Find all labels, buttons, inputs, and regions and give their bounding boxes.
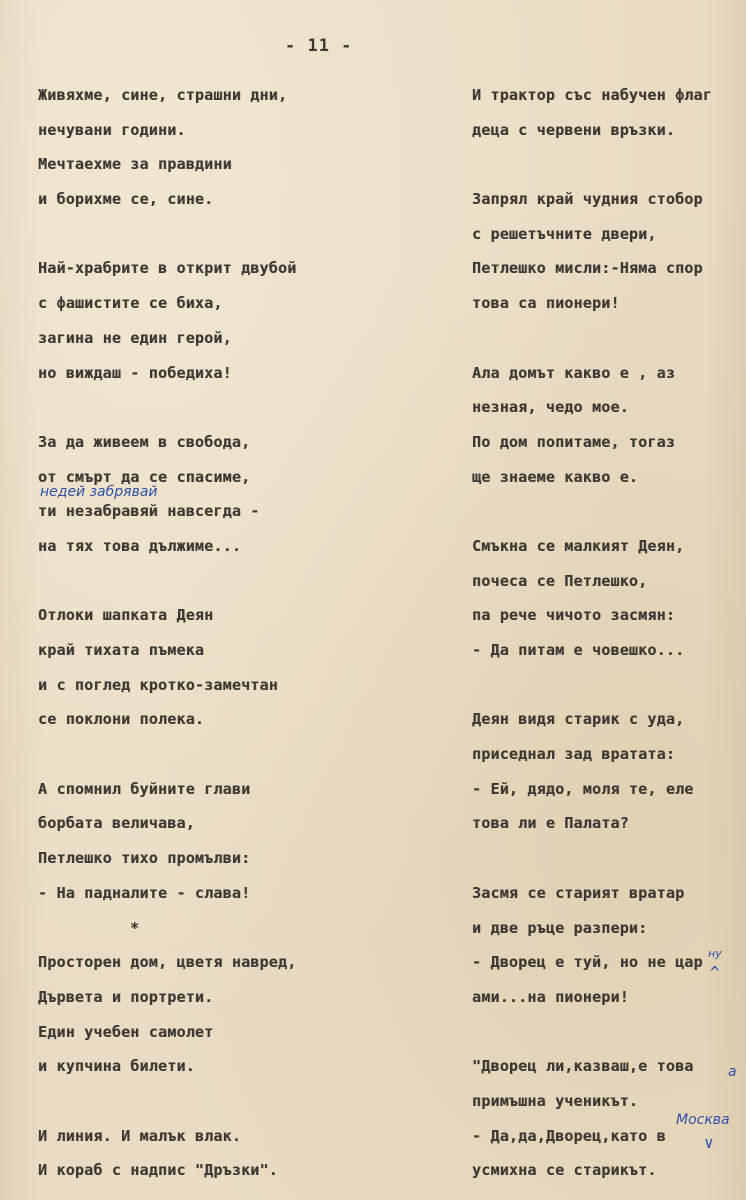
poem-line: Мечтаехме за правдини — [38, 155, 232, 174]
poem-line: Най-храбрите в открит двубой — [38, 259, 297, 278]
poem-line: усмихна се старикът. — [472, 1161, 657, 1180]
poem-line: с фашистите се биха, — [38, 294, 223, 313]
poem-line: А спомнил буйните глави — [38, 779, 251, 798]
poem-line: Запрял край чудния стобор — [472, 190, 703, 209]
poem-line: това ли е Палата? — [472, 814, 629, 833]
poem-line: деца с червени връзки. — [472, 120, 676, 139]
poem-line: - Ей, дядо, моля те, еле — [472, 779, 694, 798]
poem-line: - Дворец е туй, но не цар — [472, 953, 703, 972]
poem-line: на тях това дължиме... — [38, 536, 242, 555]
poem-line: И трактор със набучен флаг — [472, 86, 712, 104]
stanza-gap — [38, 390, 358, 425]
poem-line: и с поглед кротко-замечтан — [38, 675, 278, 694]
right-column — [472, 78, 746, 1188]
poem-line: примъшна ученикът. — [472, 1091, 639, 1110]
stanza-gap — [38, 217, 358, 252]
poem-line: ще знаеме какво е. — [472, 467, 639, 486]
page-number: - 11 - — [285, 36, 353, 56]
poem-line: но виждаш - победиха! — [38, 363, 232, 382]
stanza-gap — [472, 494, 746, 529]
poem-line: край тихата пъмека — [38, 641, 205, 659]
poem-line: Отлоки шапката Деян — [38, 606, 214, 625]
poem-line: "Дворец ли,казваш,е това — [472, 1057, 694, 1076]
stanza-gap — [472, 1015, 746, 1050]
insertion-mark-icon: ^ — [710, 963, 720, 982]
poem-line: това са пионери! — [472, 294, 620, 313]
poem-line: - Да питам е човешко... — [472, 641, 685, 659]
handwritten-correction: недей забрявай — [40, 484, 158, 500]
poem-line: Ала домът какво е , аз — [472, 363, 676, 382]
poem-line: ти незабравяй навсегда - — [38, 502, 260, 521]
handwritten-insert-a: а — [728, 1064, 737, 1080]
poem-line: загина не един герой, — [38, 328, 232, 347]
poem-line: нечувани години. — [38, 120, 186, 139]
poem-line: Смъкна се малкият Деян, — [472, 536, 685, 555]
poem-line: от смърт да се спасиме, — [38, 467, 251, 486]
left-column — [38, 78, 358, 1188]
stanza-gap — [38, 564, 358, 599]
stanza-gap — [472, 668, 746, 703]
poem-line: приседнал зад вратата: — [472, 745, 676, 764]
poem-line: и борихме се, сине. — [38, 190, 214, 209]
section-divider: * — [130, 918, 140, 937]
poem-line: борбата величава, — [38, 814, 195, 833]
poem-line: Петлешко мисли:-Няма спор — [472, 259, 703, 278]
handwritten-insert-moskva: Москва — [676, 1112, 730, 1128]
poem-line: По дом попитаме, тогаз — [472, 432, 676, 451]
stanza-gap — [472, 321, 746, 356]
poem-line: Петлешко тихо промълви: — [38, 849, 251, 868]
stanza-gap — [38, 1084, 358, 1119]
poem-line: Засмя се старият вратар — [472, 883, 685, 902]
poem-line: - На падналите - слава! — [38, 883, 251, 902]
handwritten-insert-nu: ну — [708, 947, 722, 960]
poem-line: с решетъчните двери, — [472, 224, 657, 243]
poem-line: - Да,да,Дворец,като в — [472, 1126, 666, 1145]
poem-line: почеса се Петлешко, — [472, 571, 648, 590]
stanza-gap — [38, 737, 358, 772]
poem-line: и купчина билети. — [38, 1057, 195, 1076]
poem-line: и две ръце разпери: — [472, 918, 648, 937]
poem-line: За да живеем в свобода, — [38, 432, 251, 451]
poem-line: Живяхме, сине, страшни дни, — [38, 86, 288, 104]
poem-line: се поклони полека. — [38, 710, 205, 729]
poem-line: Просторен дом, цветя навред, — [38, 953, 297, 972]
poem-line: Един учебен самолет — [38, 1022, 214, 1041]
poem-line: ами...на пионери! — [472, 987, 629, 1006]
stanza-gap — [472, 841, 746, 876]
stanza-gap — [472, 147, 746, 182]
poem-line: Деян видя старик с уда, — [472, 710, 685, 729]
poem-line: па рече чичото засмян: — [472, 606, 676, 625]
poem-line: И линия. И малък влак. — [38, 1126, 242, 1145]
insertion-mark-icon: ∨ — [704, 1133, 714, 1152]
poem-line: Дървета и портрети. — [38, 987, 214, 1006]
poem-line: незная, чедо мое. — [472, 398, 629, 417]
poem-line: И кораб с надпис "Дръзки". — [38, 1161, 278, 1180]
